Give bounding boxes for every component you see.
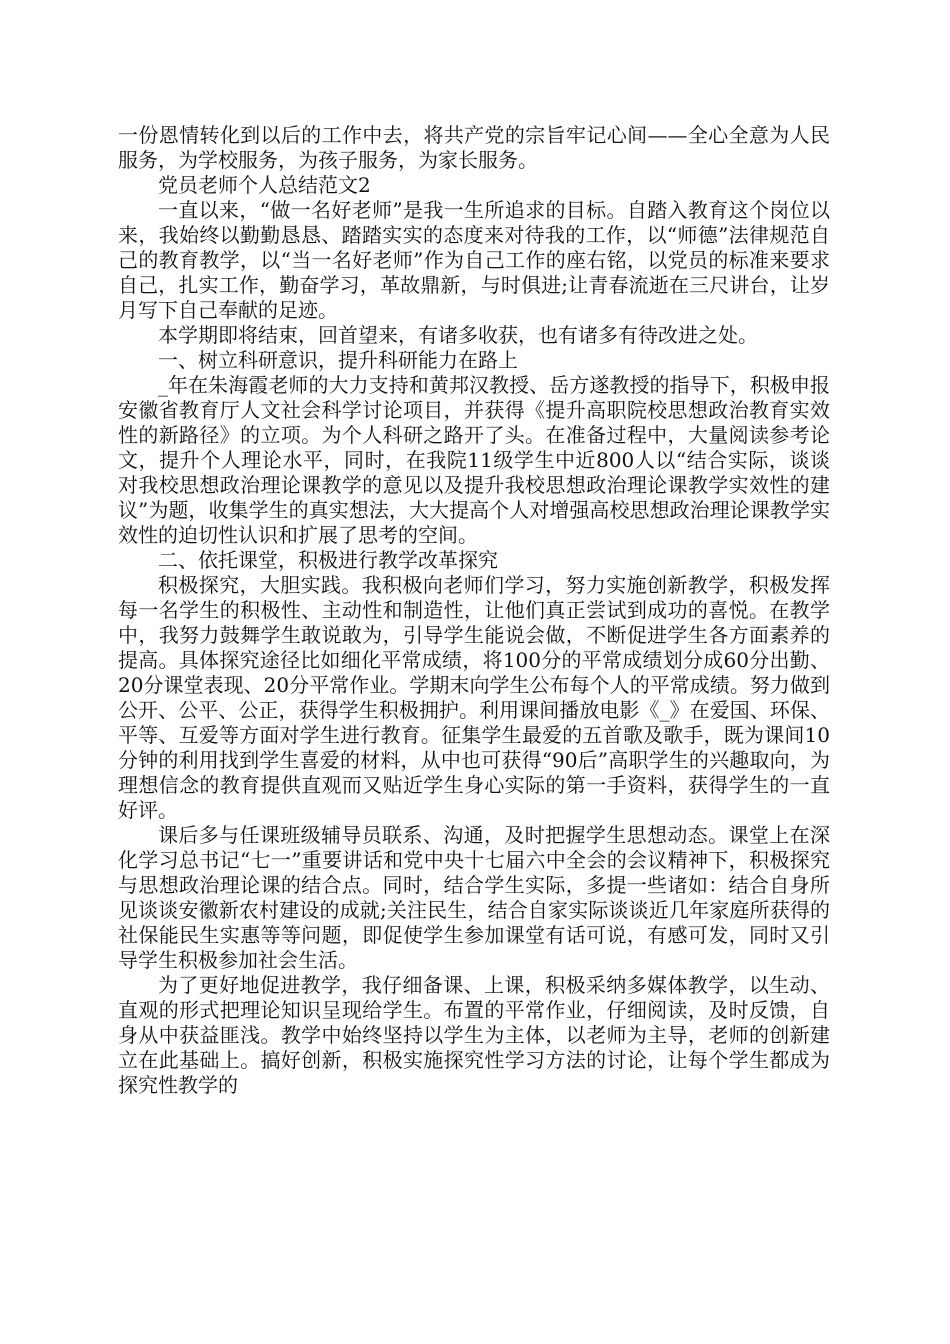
paragraph-research: _年在朱海霞老师的大力支持和黄邦汉教授、岳方遂教授的指导下，积极申报安徽省教育厅人文社会科学讨论项目，并获得《提升高职院校思想政治教育实效性的新路径》的立项。为个人科研之路开了头。在准备过程中，大量阅读参考论文，提升个人理论水平，同时，在我院11级学生中近800人以“结合实际，谈谈对我校思想政治理论课教学的意见以及提升我校思想政治理论课教学实效性的建议”为题，收集学生的真实想法，大大提高个人对增强高校思想政治理论课教学实效性的迫切性认识和扩展了思考的空间。 <box>118 373 830 547</box>
paragraph-continuation: 一份恩情转化到以后的工作中去，将共产党的宗旨牢记心间——全心全意为人民服务，为学校服务，为孩子服务，为家长服务。 <box>118 123 830 172</box>
paragraph-after-class: 课后多与任课班级辅导员联系、沟通，及时把握学生思想动态。课堂上在深化学习总书记“七一”重要讲话和党中央十七届六中全会的会议精神下，积极探究与思想政治理论课的结合点。同时，结合学生实际，多提一些诸如：结合自身所见谈谈安徽新农村建设的成就;关注民生，结合自家实际谈谈近几年家庭所获得的社保能民生实惠等等问题，即促使学生参加课堂有话可说，有感可发，同时又引导学生积极参加社会生活。 <box>118 823 830 972</box>
paragraph-semester: 本学期即将结束，回首望来，有诸多收获，也有诸多有待改进之处。 <box>158 323 758 347</box>
paragraph-intro: 一直以来，“做一名好老师”是我一生所追求的目标。自踏入教育这个岗位以来，我始终以勤勤恳恳、踏踏实实的态度来对待我的工作，以“师德”法律规范自己的教育教学，以“当一名好老师”作为自己工作的座右铭，以党员的标准来要求自己，扎实工作，勤奋学习，革故鼎新，与时俱进;让青春流逝在三尺讲台，让岁月写下自己奉献的足迹。 <box>118 198 830 322</box>
section-title: 党员老师个人总结范文2 <box>158 173 371 197</box>
paragraph-teaching-reform: 积极探究，大胆实践。我积极向老师们学习，努力实施创新教学，积极发挥每一名学生的积极性、主动性和制造性，让他们真正尝试到成功的喜悦。在教学中，我努力鼓舞学生敢说敢为，引导学生能说会做，不断促进学生各方面素养的提高。具体探究途径比如细化平常成绩，将100分的平常成绩划分成60分出勤、20分课堂表现、20分平常作业。学期末向学生公布每个人的平常成绩。努力做到公开、公平、公正，获得学生积极拥护。利用课间播放电影《_》在爱国、环保、平等、互爱等方面对学生进行教育。征集学生最爱的五首歌及歌手，既为课间10分钟的利用找到学生喜爱的材料，从中也可获得“90后”高职学生的兴趣取向，为理想信念的教育提供直观而又贴近学生身心实际的第一手资料，获得学生的一直好评。 <box>118 573 830 822</box>
heading-teaching-reform: 二、依托课堂，积极进行教学改革探究 <box>158 548 498 572</box>
heading-research: 一、树立科研意识，提升科研能力在路上 <box>158 348 518 372</box>
paragraph-preparation: 为了更好地促进教学，我仔细备课、上课，积极采纳多媒体教学，以生动、直观的形式把理论知识呈现给学生。布置的平常作业，仔细阅读，及时反馈，自身从中获益匪浅。教学中始终坚持以学生为主体，以老师为主导，老师的创新建立在此基础上。搞好创新，积极实施探究性学习方法的讨论，让每个学生都成为探究性教学的 <box>118 973 830 1097</box>
document-body <box>118 123 830 1098</box>
